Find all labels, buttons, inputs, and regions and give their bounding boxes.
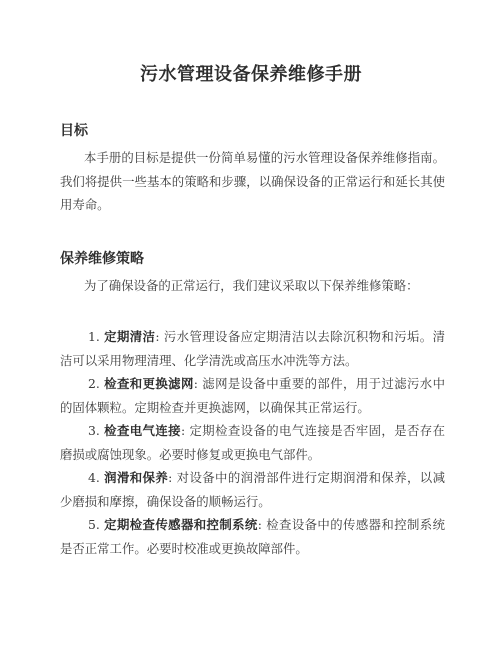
list-item xyxy=(60,325,445,372)
list-item-label: 定期检查传感器和控制系统 xyxy=(104,517,258,532)
goal-paragraph: 本手册的目标是提供一份简单易懂的污水管理设备保养维修指南。我们将提供一些基本的策略和步骤，以确保设备的正常运行和延长其使用寿命。 xyxy=(60,150,445,212)
list-item-label: 润滑和保养 xyxy=(104,470,169,485)
list-item xyxy=(60,372,445,419)
list-item-number: 3. xyxy=(88,423,100,438)
list-item-text: : 滤网是设备中重要的部件，用于过滤污水中的固体颗粒。定期检查并更换滤网，以确保其正常运行。 xyxy=(60,376,445,415)
document-title: 污水管理设备保养维修手册 xyxy=(140,64,362,85)
section-heading-goal: 目标 xyxy=(60,123,88,139)
list-item-text: : 定期检查设备的电气连接是否牢固，是否存在磨损或腐蚀现象。必要时修复或更换电气部件。 xyxy=(60,423,445,462)
list-item-text: : 对设备中的润滑部件进行定期润滑和保养，以减少磨损和摩擦，确保设备的顺畅运行。 xyxy=(60,470,445,509)
list-item-number: 4. xyxy=(88,470,100,485)
list-item xyxy=(60,466,445,513)
list-item-label: 检查和更换滤网 xyxy=(104,376,194,391)
section-heading-strategy: 保养维修策略 xyxy=(60,251,144,267)
list-item-text: : 污水管理设备应定期清洁以去除沉积物和污垢。清洁可以采用物理清理、化学清洗或高压水冲洗等方法。 xyxy=(60,329,445,368)
list-item-number: 2. xyxy=(88,376,100,391)
list-item xyxy=(60,419,445,466)
list-item xyxy=(60,513,445,560)
list-item-label: 定期清洁 xyxy=(104,329,156,344)
list-item-number: 1. xyxy=(88,329,100,344)
strategy-intro: 为了确保设备的正常运行，我们建议采取以下保养维修策略： xyxy=(84,278,419,293)
list-item-label: 检查电气连接 xyxy=(104,423,181,438)
list-item-number: 5. xyxy=(88,517,100,532)
list-item-text: : 检查设备中的传感器和控制系统是否正常工作。必要时校准或更换故障部件。 xyxy=(60,517,445,556)
